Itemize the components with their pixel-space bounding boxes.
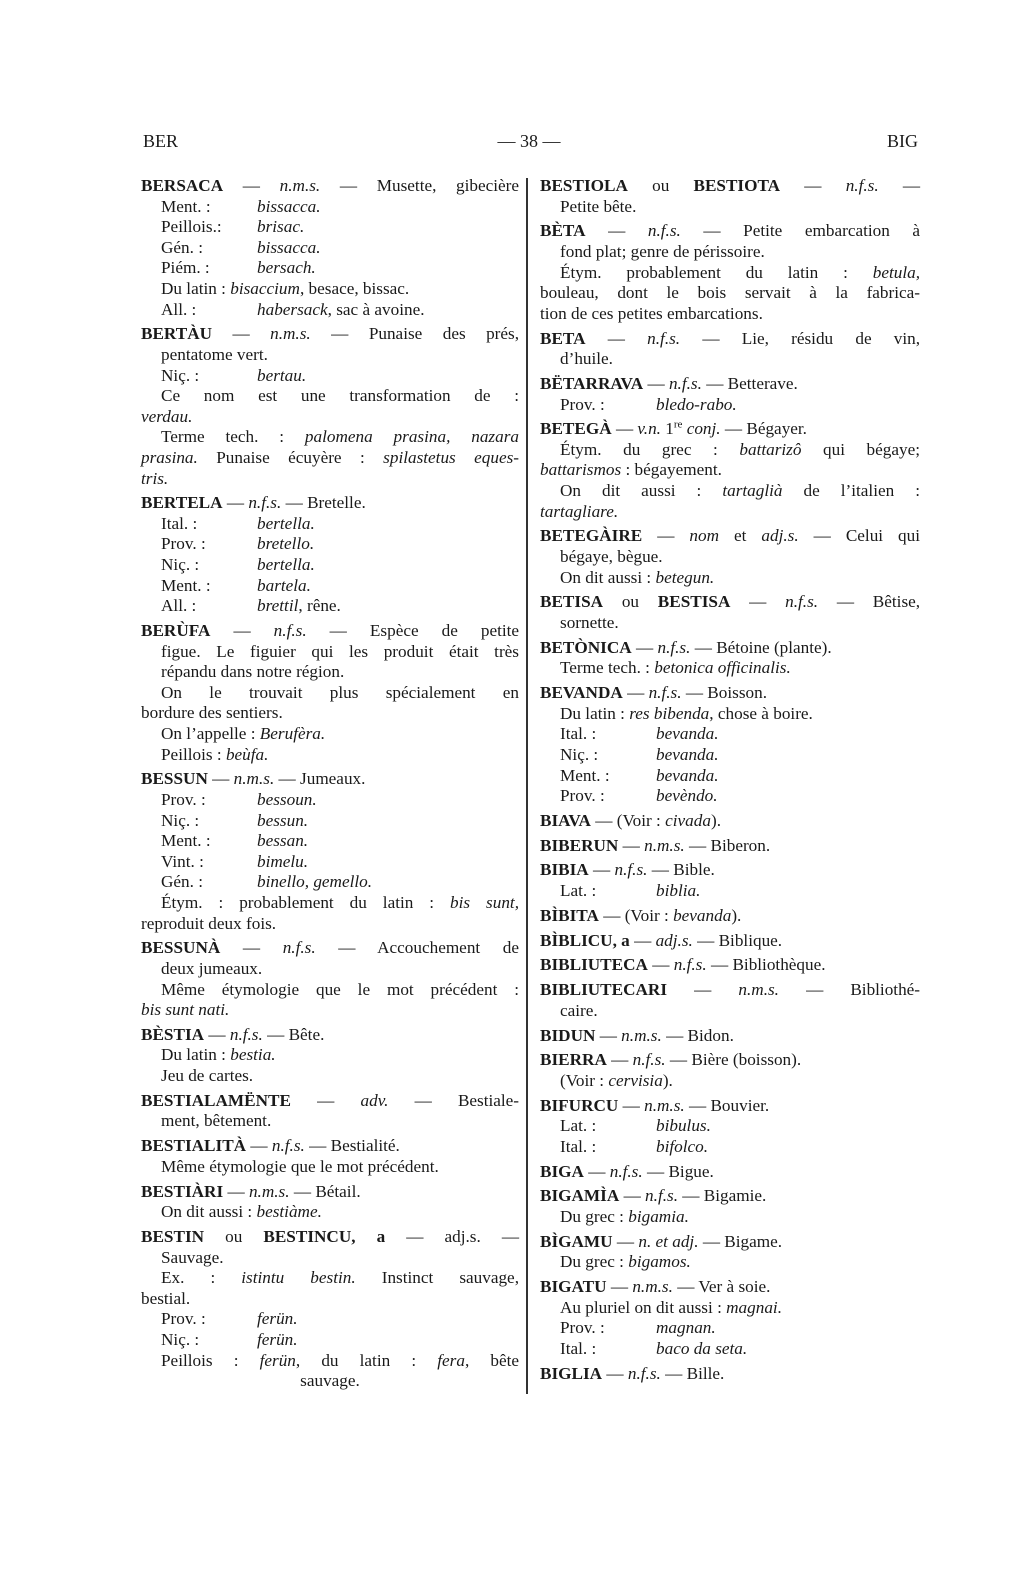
text-line: Du latin : res bibenda, chose à boire. — [560, 703, 813, 723]
text-line: bordure des sentiers. — [141, 703, 283, 723]
text-line: Ce nom est une transformation de : — [161, 386, 519, 406]
text-line: BIGAMÌA — n.f.s. — Bigamie. — [540, 1186, 767, 1206]
variant-row: Ment. : bevanda. — [560, 765, 719, 785]
entry-betisa — [540, 592, 920, 633]
text-line: figue. Le figuier qui les produit était très — [161, 641, 519, 661]
text-line: BIBIA — n.f.s. — Bible. — [540, 860, 715, 880]
variant-row: All. : brettil, rêne. — [161, 596, 341, 616]
headword: BÌBLICU, a — [540, 930, 630, 950]
entry-bevanda — [540, 683, 920, 807]
running-header-right: BIG — [887, 131, 918, 151]
variant-row: Ment. : bartela. — [161, 575, 311, 595]
text-line: BEVANDA — n.f.s. — Boisson. — [540, 683, 767, 703]
page-number: — 38 — — [497, 131, 561, 151]
headword: BESTIALAMËNTE — [141, 1090, 291, 1110]
text-line: Sauvage. — [161, 1247, 224, 1267]
variant-row: Prov. : magnan. — [560, 1318, 716, 1338]
text-line: BERTELA — n.f.s. — Bretelle. — [141, 493, 366, 513]
headword: BIERRA — [540, 1050, 607, 1070]
entry-bestin — [141, 1227, 519, 1392]
variant-row: Prov. : ferün. — [161, 1309, 298, 1329]
text-line: BIBLIUTECA — n.f.s. — Bibliothèque. — [540, 955, 826, 975]
text-line: répandu dans notre région. — [161, 662, 345, 682]
headword: BETÒNICA — [540, 637, 632, 657]
text-line: On l’appelle : Berufèra. — [161, 724, 326, 743]
variant-row: Gén. : binello, gemello. — [161, 872, 373, 892]
variant-row: Niç. : bertau. — [161, 365, 307, 385]
text-line: BÈSTIA — n.f.s. — Bête. — [141, 1024, 325, 1044]
variant-row: Niç. : bertella. — [161, 555, 315, 575]
text-line: BESSUN — n.m.s. — Jumeaux. — [141, 769, 366, 789]
text-line: Même étymologie que le mot précédent : — [161, 979, 519, 999]
entry-beta-1 — [540, 221, 920, 324]
headword: BIBIA — [540, 860, 589, 880]
headword: BETA — [540, 328, 586, 348]
text-line: On dit aussi : bestiàme. — [161, 1202, 322, 1222]
text-line: tartagliare. — [540, 501, 619, 521]
entry-bibliutecari — [540, 980, 920, 1021]
entry-bigamia — [540, 1186, 920, 1227]
text-line: BETÒNICA — n.f.s. — Bétoine (plante). — [540, 637, 832, 657]
text-line: BESTIALAMËNTE — adv. — Bestiale- — [141, 1090, 520, 1110]
headword: BÌBITA — [540, 905, 599, 925]
text-line: tris. — [141, 468, 169, 488]
column-divider — [526, 178, 528, 1394]
headword: BÈSTIA — [141, 1024, 205, 1044]
left-column — [141, 176, 519, 1396]
text-line: BESTIN ou BESTINCU, a — adj.s. — — [141, 1226, 520, 1246]
text-line: Jeu de cartes. — [161, 1066, 254, 1086]
text-line: On dit aussi : tartaglià de l’italien : — [560, 481, 920, 501]
headword: BIBLIUTECA — [540, 955, 648, 975]
entry-bidun — [540, 1026, 920, 1047]
headword: BESTIN — [141, 1226, 205, 1246]
variant-row: Prov. : bessoun. — [161, 789, 317, 809]
entry-bestiari — [141, 1182, 519, 1223]
variant-row: Niç. : bessun. — [161, 810, 309, 830]
text-line: Étym. probablement du latin : betula, — [560, 262, 920, 282]
headword: BIBERUN — [540, 835, 619, 855]
right-column — [540, 176, 920, 1389]
text-line: BETA — n.f.s. — Lie, résidu de vin, — [540, 328, 921, 348]
headword: BIDUN — [540, 1025, 596, 1045]
entry-biga — [540, 1162, 920, 1183]
text-line: Du latin : bestia. — [161, 1045, 276, 1065]
running-header-left: BER — [143, 131, 179, 151]
text-line: Terme tech. : betonica officinalis. — [560, 658, 791, 678]
text-line: Même étymologie que le mot précédent. — [161, 1156, 439, 1176]
text-line: d’huile. — [560, 349, 613, 369]
text-line: Du grec : bigamia. — [560, 1207, 689, 1227]
headword: BESTIALITÀ — [141, 1136, 247, 1156]
text-line: BESTIÀRI — n.m.s. — Bétail. — [141, 1181, 361, 1201]
headword: BIAVA — [540, 810, 591, 830]
headword: BIFURCU — [540, 1095, 619, 1115]
headword: BIBLIUTECARI — [540, 980, 668, 1000]
text-line: Petite bête. — [560, 196, 637, 216]
entry-bertela — [141, 493, 519, 617]
entry-berufa — [141, 621, 519, 765]
text-line: BETEGÀIRE — nom et adj.s. — Celui qui — [540, 526, 921, 546]
variant-row: Piém. : bersach. — [161, 258, 316, 278]
variant-row: Prov. : bevèndo. — [560, 786, 718, 806]
headword: BERÙFA — [141, 621, 211, 641]
headword: BERTÀU — [141, 324, 213, 344]
headword: BETISA — [540, 592, 604, 612]
entry-betonica — [540, 638, 920, 679]
headword: BERSACA — [141, 176, 224, 195]
variant-row: Lat. : biblia. — [560, 881, 701, 901]
entry-betega — [540, 419, 920, 522]
entry-bersaca — [141, 176, 519, 320]
entry-bessuna — [141, 938, 519, 1020]
text-line: BERÙFA — n.f.s. — Espèce de petite — [141, 621, 520, 641]
entry-bestiola — [540, 176, 920, 217]
text-line: Terme tech. : palomena prasina, nazara — [161, 427, 519, 447]
text-line: Ex. : istintu bestin. Instinct sauvage, — [161, 1268, 519, 1288]
text-line: BIGATU — n.m.s. — Ver à soie. — [540, 1277, 771, 1297]
text-line: pentatome vert. — [161, 344, 268, 364]
entry-bestialita — [141, 1136, 519, 1177]
entry-bierra — [540, 1050, 920, 1091]
text-line: BÌGAMU — n. et adj. — Bigame. — [540, 1231, 783, 1251]
headword: BESTIOLA — [540, 176, 628, 195]
text-line: BERSACA — n.m.s. — Musette, gibecière — [141, 176, 520, 195]
entry-bibita — [540, 906, 920, 927]
headword: BIGLIA — [540, 1363, 603, 1383]
variant-row: Ital. : bertella. — [161, 513, 315, 533]
headword: BETEGÀIRE — [540, 526, 643, 546]
text-line: BESSUNÀ — n.f.s. — Accouchement de — [141, 938, 520, 958]
text-line: tion de ces petites embarcations. — [540, 303, 763, 323]
text-line: Au pluriel on dit aussi : magnai. — [560, 1297, 782, 1317]
variant-row: Peillois.: brisac. — [161, 217, 305, 237]
text-line: BIGLIA — n.f.s. — Bille. — [540, 1363, 725, 1383]
variant-row: Niç. : ferün. — [161, 1329, 298, 1349]
headword: BIGA — [540, 1161, 584, 1181]
variant-row: Ital. : bifolco. — [560, 1136, 709, 1156]
entry-biglia — [540, 1364, 920, 1385]
headword: BEVANDA — [540, 683, 623, 703]
text-line: ment, bêtement. — [161, 1111, 272, 1131]
entry-bibliuteca — [540, 955, 920, 976]
variant-row: Ital. : bevanda. — [560, 724, 719, 744]
text-line: BIDUN — n.m.s. — Bidon. — [540, 1025, 734, 1045]
text-line: reproduit deux fois. — [141, 913, 277, 933]
text-line: deux jumeaux. — [161, 958, 263, 978]
text-line: BETISA ou BESTISA — n.f.s. — Bêtise, — [540, 592, 921, 612]
text-line: prasina. Punaise écuyère : spilastetus eques- — [141, 447, 520, 467]
headword: BIGAMÌA — [540, 1186, 620, 1206]
entry-biblicu — [540, 931, 920, 952]
variant-row: Gén. : bissacca. — [161, 237, 321, 257]
entry-biberun — [540, 836, 920, 857]
text-line: bis sunt nati. — [141, 1000, 230, 1020]
entry-bigamu — [540, 1232, 920, 1273]
variant-row: Ment. : bissacca. — [161, 196, 321, 216]
text-line: Peillois : ferün, du latin : fera, bête — [161, 1350, 519, 1370]
text-line: Étym. du grec : battarizô qui bégaye; — [560, 439, 921, 459]
text-line: BESTIOLA ou BESTIOTA — n.f.s. — — [540, 176, 921, 195]
headword: BËTARRAVA — [540, 373, 644, 393]
variant-row: Ital. : baco da seta. — [560, 1339, 748, 1358]
headword: BÈTA — [540, 221, 586, 241]
headword: BESTIÀRI — [141, 1181, 224, 1201]
entry-bifurcu — [540, 1096, 920, 1158]
variant-row: Niç. : bevanda. — [560, 744, 719, 764]
headword: BIGATU — [540, 1277, 607, 1297]
text-line: caire. — [560, 1000, 598, 1020]
text-line: BIBERUN — n.m.s. — Biberon. — [540, 835, 771, 855]
text-line: battarismos : bégayement. — [540, 460, 722, 480]
text-line: BIBLIUTECARI — n.m.s. — Bibliothé- — [540, 980, 921, 1000]
text-line: BIAVA — (Voir : civada). — [540, 810, 721, 830]
text-line: BÌBITA — (Voir : bevanda). — [540, 905, 742, 925]
entry-bessun — [141, 769, 519, 934]
entry-bigatu — [540, 1277, 920, 1359]
variant-row: Ment. : bessan. — [161, 831, 309, 851]
variant-row: Lat. : bibulus. — [560, 1116, 711, 1136]
text-line: On le trouvait plus spécialement en — [161, 682, 519, 702]
etymology: Du latin : bisaccium, besace, bissac. — [161, 278, 410, 298]
headword: BESSUNÀ — [141, 938, 221, 958]
headword: BÌGAMU — [540, 1231, 613, 1251]
text-line: BESTIALITÀ — n.f.s. — Bestialité. — [141, 1136, 400, 1156]
text-line: bouleau, dont le bois servait à la fabrica- — [540, 283, 920, 303]
text-line: BIERRA — n.f.s. — Bière (boisson). — [540, 1050, 802, 1070]
variant-row: All. : habersack, sac à avoine. — [161, 299, 425, 319]
text-line: bestial. — [141, 1288, 191, 1308]
entry-bestia — [141, 1025, 519, 1087]
text-line: BÈTA — n.f.s. — Petite embarcation à — [540, 221, 921, 241]
headword: BETEGÀ — [540, 419, 612, 439]
text-line: Du grec : bigamos. — [560, 1252, 691, 1272]
text-line: verdau. — [141, 406, 193, 426]
entry-betarrava — [540, 374, 920, 415]
headword: BESSUN — [141, 769, 208, 789]
variant-row: Prov. : bretello. — [161, 534, 315, 554]
text-line: bégaye, bègue. — [560, 547, 663, 567]
text-line: Peillois : beùfa. — [161, 744, 269, 764]
text-line: sornette. — [560, 613, 619, 632]
entry-bestialamente — [141, 1091, 519, 1132]
entry-bibia — [540, 860, 920, 901]
variant-row: Vint. : bimelu. — [161, 851, 309, 871]
text-line: sauvage. — [300, 1371, 360, 1391]
text-line: fond plat; genre de périssoire. — [560, 241, 765, 261]
headword: BERTELA — [141, 493, 223, 513]
text-line: On dit aussi : betegun. — [560, 567, 715, 587]
text-line: BERTÀU — n.m.s. — Punaise des prés, — [141, 324, 520, 344]
text-line: BIFURCU — n.m.s. — Bouvier. — [540, 1095, 770, 1115]
text-line: BIGA — n.f.s. — Bigue. — [540, 1161, 714, 1181]
entry-beta-2 — [540, 329, 920, 370]
text-line: BÌBLICU, a — adj.s. — Biblique. — [540, 930, 783, 950]
text-line: BËTARRAVA — n.f.s. — Betterave. — [540, 373, 798, 393]
variant-row: Prov. : bledo-rabo. — [560, 394, 737, 414]
entry-bertau — [141, 324, 519, 489]
text-line: (Voir : cervisia). — [560, 1070, 673, 1090]
text-line: BETEGÀ — v.n. 1re conj. — Bégayer. — [540, 418, 807, 439]
entry-biava — [540, 811, 920, 832]
entry-betegaire — [540, 526, 920, 588]
text-line: Étym. : probablement du latin : bis sunt, — [161, 892, 519, 912]
